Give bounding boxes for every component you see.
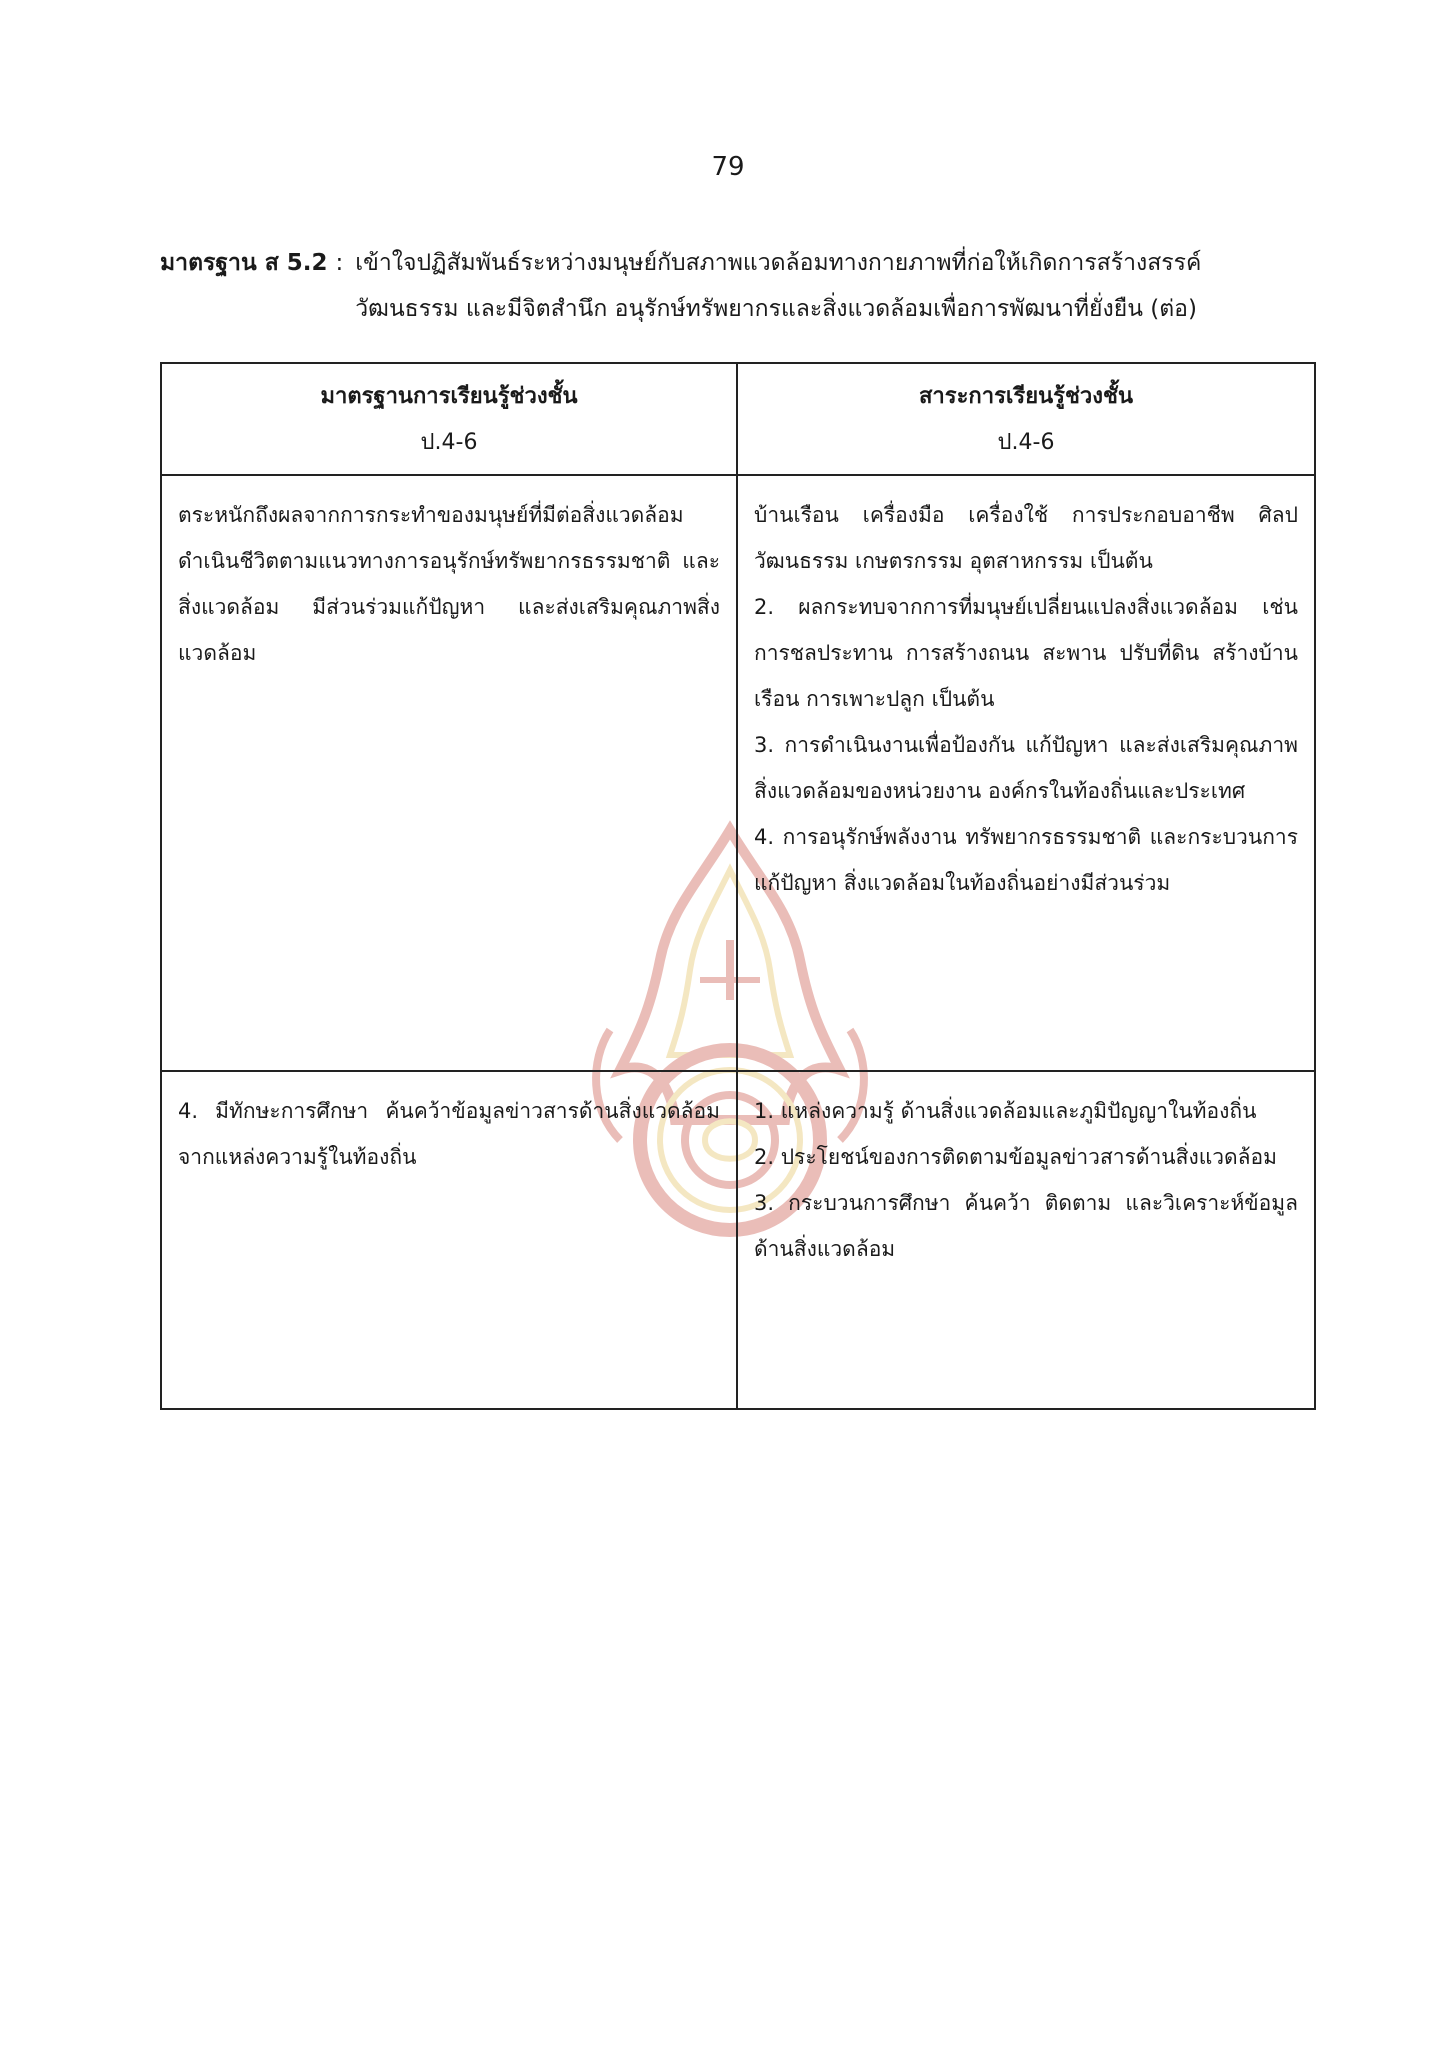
table-header-row: [161, 363, 1315, 475]
header-grade-range: ป.4-6: [420, 430, 478, 455]
cell-paragraph: ตระหนักถึงผลจากการกระทำของมนุษย์ที่มีต่อสิ่งแวดล้อม ดำเนินชีวิตตามแนวทางการอนุรักษ์ทรัพยากรธรรมชาติ และสิ่งแวดล้อม มีส่วนร่วมแก้ปัญหา และส่งเสริมคุณภาพสิ่งแวดล้อม: [178, 503, 720, 665]
cell-paragraph: 1. แหล่งความรู้ ด้านสิ่งแวดล้อมและภูมิปัญญาในท้องถิ่น: [754, 1099, 1257, 1123]
cell-paragraph: บ้านเรือน เครื่องมือ เครื่องใช้ การประกอบอาชีพ ศิลปวัฒนธรรม เกษตรกรรม อุตสาหกรรม เป็นต้น: [754, 503, 1298, 573]
learning-standard-cell: [161, 475, 737, 1071]
cell-paragraph: 3. กระบวนการศึกษา ค้นคว้า ติดตาม และวิเคราะห์ข้อมูลด้านสิ่งแวดล้อม: [754, 1191, 1298, 1261]
header-title: สาระการเรียนรู้ช่วงชั้น: [919, 384, 1133, 409]
curriculum-table: [160, 362, 1316, 1410]
page-number: 79: [711, 152, 745, 182]
cell-paragraph: 4. มีทักษะการศึกษา ค้นคว้าข้อมูลข่าวสารด้านสิ่งแวดล้อม จากแหล่งความรู้ในท้องถิ่น: [178, 1099, 720, 1169]
header-grade-range: ป.4-6: [997, 430, 1055, 455]
standard-description-line: วัฒนธรรม และมีจิตสำนึก อนุรักษ์ทรัพยากรและสิ่งแวดล้อมเพื่อการพัฒนาที่ยั่งยืน (ต่อ): [355, 296, 1197, 322]
cell-paragraph: 4. การอนุรักษ์พลังงาน ทรัพยากรธรรมชาติ และกระบวนการแก้ปัญหา สิ่งแวดล้อมในท้องถิ่นอย่างมีส่วนร่วม: [754, 825, 1298, 895]
standard-description: [355, 240, 1320, 332]
header-learning-standard: [161, 363, 737, 475]
standard-separator: :: [335, 250, 344, 276]
standard-label: มาตรฐาน ส 5.2: [160, 250, 328, 276]
learning-content-cell: [737, 1071, 1315, 1409]
table-row: [161, 1071, 1315, 1409]
learning-standard-cell: [161, 1071, 737, 1409]
table-row: [161, 475, 1315, 1071]
standard-description-line: เข้าใจปฏิสัมพันธ์ระหว่างมนุษย์กับสภาพแวดล้อมทางกายภาพที่ก่อให้เกิดการสร้างสรรค์: [355, 250, 1202, 276]
learning-content-cell: [737, 475, 1315, 1071]
standard-heading: [160, 240, 1320, 332]
cell-paragraph: 2. ประโยชน์ของการติดตามข้อมูลข่าวสารด้านสิ่งแวดล้อม: [754, 1145, 1278, 1169]
header-title: มาตรฐานการเรียนรู้ช่วงชั้น: [320, 384, 578, 409]
cell-paragraph: 3. การดำเนินงานเพื่อป้องกัน แก้ปัญหา และส่งเสริมคุณภาพ สิ่งแวดล้อมของหน่วยงาน องค์กรในท้องถิ่นและประเทศ: [754, 733, 1298, 803]
header-learning-content: [737, 363, 1315, 475]
cell-paragraph: 2. ผลกระทบจากการที่มนุษย์เปลี่ยนแปลงสิ่งแวดล้อม เช่น การชลประทาน การสร้างถนน สะพาน ปรับที่ดิน สร้างบ้านเรือน การเพาะปลูก เป็นต้น: [754, 595, 1298, 711]
